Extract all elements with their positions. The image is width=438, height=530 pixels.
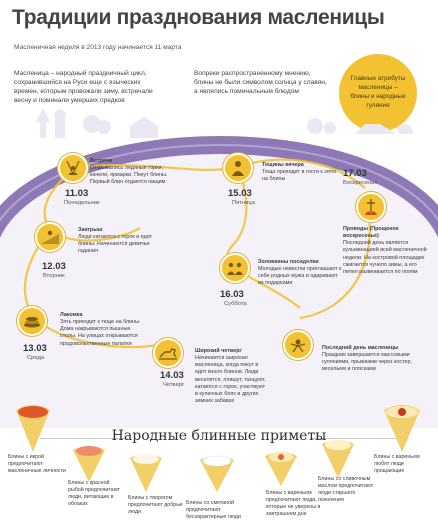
- day-node-15-03: [223, 153, 253, 183]
- day-text: Зять приходит к теще на блины. Дома накрываются пышные столы. На улицах открываются продовольственные палатки: [60, 319, 141, 347]
- mother-in-law-icon: [225, 155, 251, 181]
- day-date: 15.03: [228, 188, 252, 199]
- day-description: [78, 227, 160, 256]
- day-description: [258, 259, 342, 288]
- page-title: Традиции празднования масленицы: [12, 6, 385, 29]
- intro-text-left: Масленица – народный праздничный цикл, сохранившийся на Руси еще с языческих времен, которым провожали зиму, встречали весну и поминали умерших предков: [14, 70, 153, 104]
- attributes-badge-text: Главные атрибуты масленицы – блины и народные гуляния: [350, 75, 406, 109]
- omen-text: Блины с красной рыбой предпочитают люди, витающие в облаках: [68, 480, 120, 507]
- day-weekday: Пятница: [232, 200, 255, 206]
- pancake-caviar-icon: [12, 404, 54, 454]
- day-date: 11.03: [65, 188, 89, 199]
- sled-hill-icon: [37, 224, 63, 250]
- day-text: Праздник завершается массовыми гуляниями, прыжками через костер, весельем и плясками: [322, 352, 412, 373]
- pancake-cottage-cheese-icon: [126, 452, 166, 494]
- horse-sleigh-icon: [155, 340, 181, 366]
- omen-text: Блины с творогом предпочитают добрые люди: [128, 495, 183, 515]
- day-description: [262, 162, 340, 183]
- omen-text: Блины с вареньем предпочитают люди, которые не уверены в завтрашнем дне: [266, 490, 321, 517]
- day-description: [322, 345, 412, 374]
- day-node-13-03: [17, 306, 47, 336]
- day-date: 14.03: [160, 370, 184, 381]
- day-text: Люди катаются с горок и едят блины. Начинаются девичьи гадания: [78, 234, 153, 255]
- day-text: Последний день является кульминацией всей масленичной недели. На костровой площадке сжигается чучело зимы, а его пепел развеивается по полям: [343, 240, 427, 275]
- day-text: Теща приходит в гости к зятю на блины: [262, 169, 337, 183]
- day-weekday: Четверг: [163, 382, 185, 388]
- day-name: Золовкины посиделки: [258, 259, 319, 265]
- pancake-stack-icon: [19, 308, 45, 334]
- day-node-14-03: [153, 338, 183, 368]
- day-name: Тещины вечера: [262, 162, 304, 168]
- gathering-icon: [222, 255, 248, 281]
- day-weekday: Понедельник: [64, 200, 100, 206]
- omen-text: Блины с вареньем любят люди прощающие: [374, 454, 420, 474]
- day-name: Заигрыш: [78, 227, 103, 233]
- day-node-12-03: [35, 222, 65, 252]
- day-date: 17.03: [343, 168, 367, 179]
- omen-text: Блины со сливочным маслом предпочитают люди старшего поколения: [318, 476, 374, 503]
- omen-text: Блины с икрой предпочитают масленичные личности: [8, 454, 66, 474]
- day-node-16-03: [220, 253, 250, 283]
- day-node-17-03: [356, 192, 386, 222]
- day-node-last-day: [283, 330, 313, 360]
- day-node-11-03: [58, 153, 88, 183]
- days-section-title: Дни масленицы: [158, 117, 280, 133]
- day-weekday: Вторник: [43, 273, 65, 279]
- bonfire-effigy-icon: [358, 194, 384, 220]
- intro-text-middle: Вопреки распространенному мнению, блины не были символом солнца у славян, а являлись поминальным блюдом: [194, 70, 327, 95]
- day-name: Широкий четверг: [195, 348, 242, 354]
- day-name: Лакомка: [60, 312, 83, 318]
- day-description: [195, 348, 269, 405]
- pancake-jam-red-icon: [380, 404, 424, 454]
- day-description: [343, 226, 433, 276]
- omen-text: Блины со сметаной предпочитают бесхарактерные люди: [186, 500, 241, 520]
- day-description: [90, 158, 180, 187]
- page-subtitle: Масленичная неделя в 2013 году начинается 11 марта: [14, 44, 182, 51]
- omens-section-title: Народные блинные приметы: [111, 428, 327, 444]
- pancake-butter-icon: [318, 438, 358, 480]
- day-text: Открывались ледяные горки, качели, ярмарки. Пекут блины. Первый блин отдается нищим: [90, 165, 168, 186]
- pancake-red-fish-icon: [70, 444, 108, 484]
- day-date: 16.03: [220, 289, 244, 300]
- day-name: Последний день масленицы: [322, 345, 399, 351]
- day-weekday: Среда: [27, 355, 45, 361]
- day-name: Встречи: [90, 158, 113, 164]
- swing-icon: [60, 155, 86, 181]
- day-description: [60, 312, 146, 348]
- day-text: Молодые невестки приглашают к себе родных мужа и одаривают их подарками: [258, 266, 342, 287]
- day-date: 13.03: [23, 343, 47, 354]
- pancake-jam-icon: [262, 450, 300, 488]
- celebration-icon: [285, 332, 311, 358]
- day-text: Начинается широкая масленица, когда пекут и едят много блинов. Люди веселятся, пляшут, танцуют, катаются с горок, участвуют в кулачных боях и других зимних забавах: [195, 355, 266, 404]
- day-weekday: Суббота: [224, 301, 247, 307]
- pancake-sour-cream-icon: [196, 454, 238, 494]
- day-date: 12.03: [42, 261, 66, 272]
- day-weekday: Воскресенье: [343, 180, 378, 186]
- day-name: Проводы (Прощеное воскресенье): [343, 226, 399, 240]
